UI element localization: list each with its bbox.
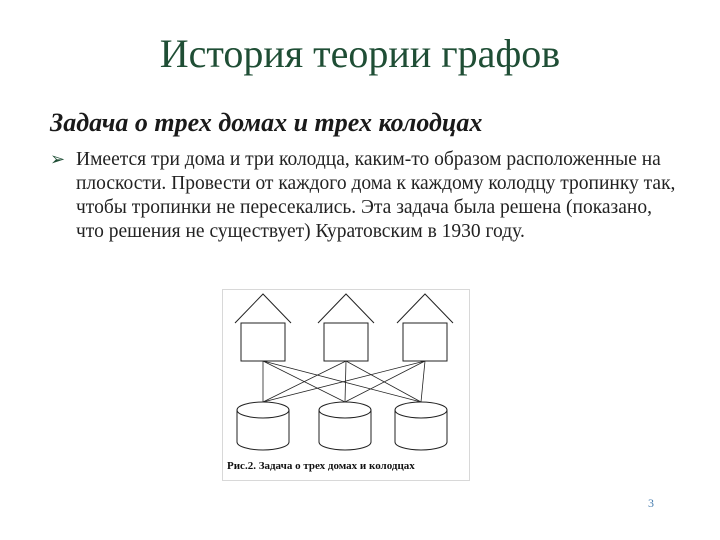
house-3-icon xyxy=(397,294,453,361)
arrow-bullet-icon: ➢ xyxy=(50,149,66,170)
well-2-icon xyxy=(319,402,371,450)
slide-title: История теории графов xyxy=(159,31,561,76)
well-1-icon xyxy=(237,402,289,450)
slide-subtitle: Задача о трех домах и трех колодцах xyxy=(50,108,483,137)
house-2-icon xyxy=(318,294,374,361)
houses-wells-diagram xyxy=(223,290,469,460)
bullet-item xyxy=(50,148,680,244)
houses-wells-figure xyxy=(222,289,470,481)
well-3-icon xyxy=(395,402,447,450)
page-number: 3 xyxy=(648,496,654,510)
bullet-text: Имеется три дома и три колодца, каким-то образом расположенные на плоскости. Провести от каждого дома к каждому колодцу тропинку так, чтобы тропинки не пересекались. Эта задача была решена (показано, что решения не существует) Куратовским в 1930 году. xyxy=(76,149,676,242)
house-1-icon xyxy=(235,294,291,361)
house-well-paths xyxy=(263,361,425,402)
figure-caption: Рис.2. Задача о трех домах и колодцах xyxy=(227,460,415,472)
